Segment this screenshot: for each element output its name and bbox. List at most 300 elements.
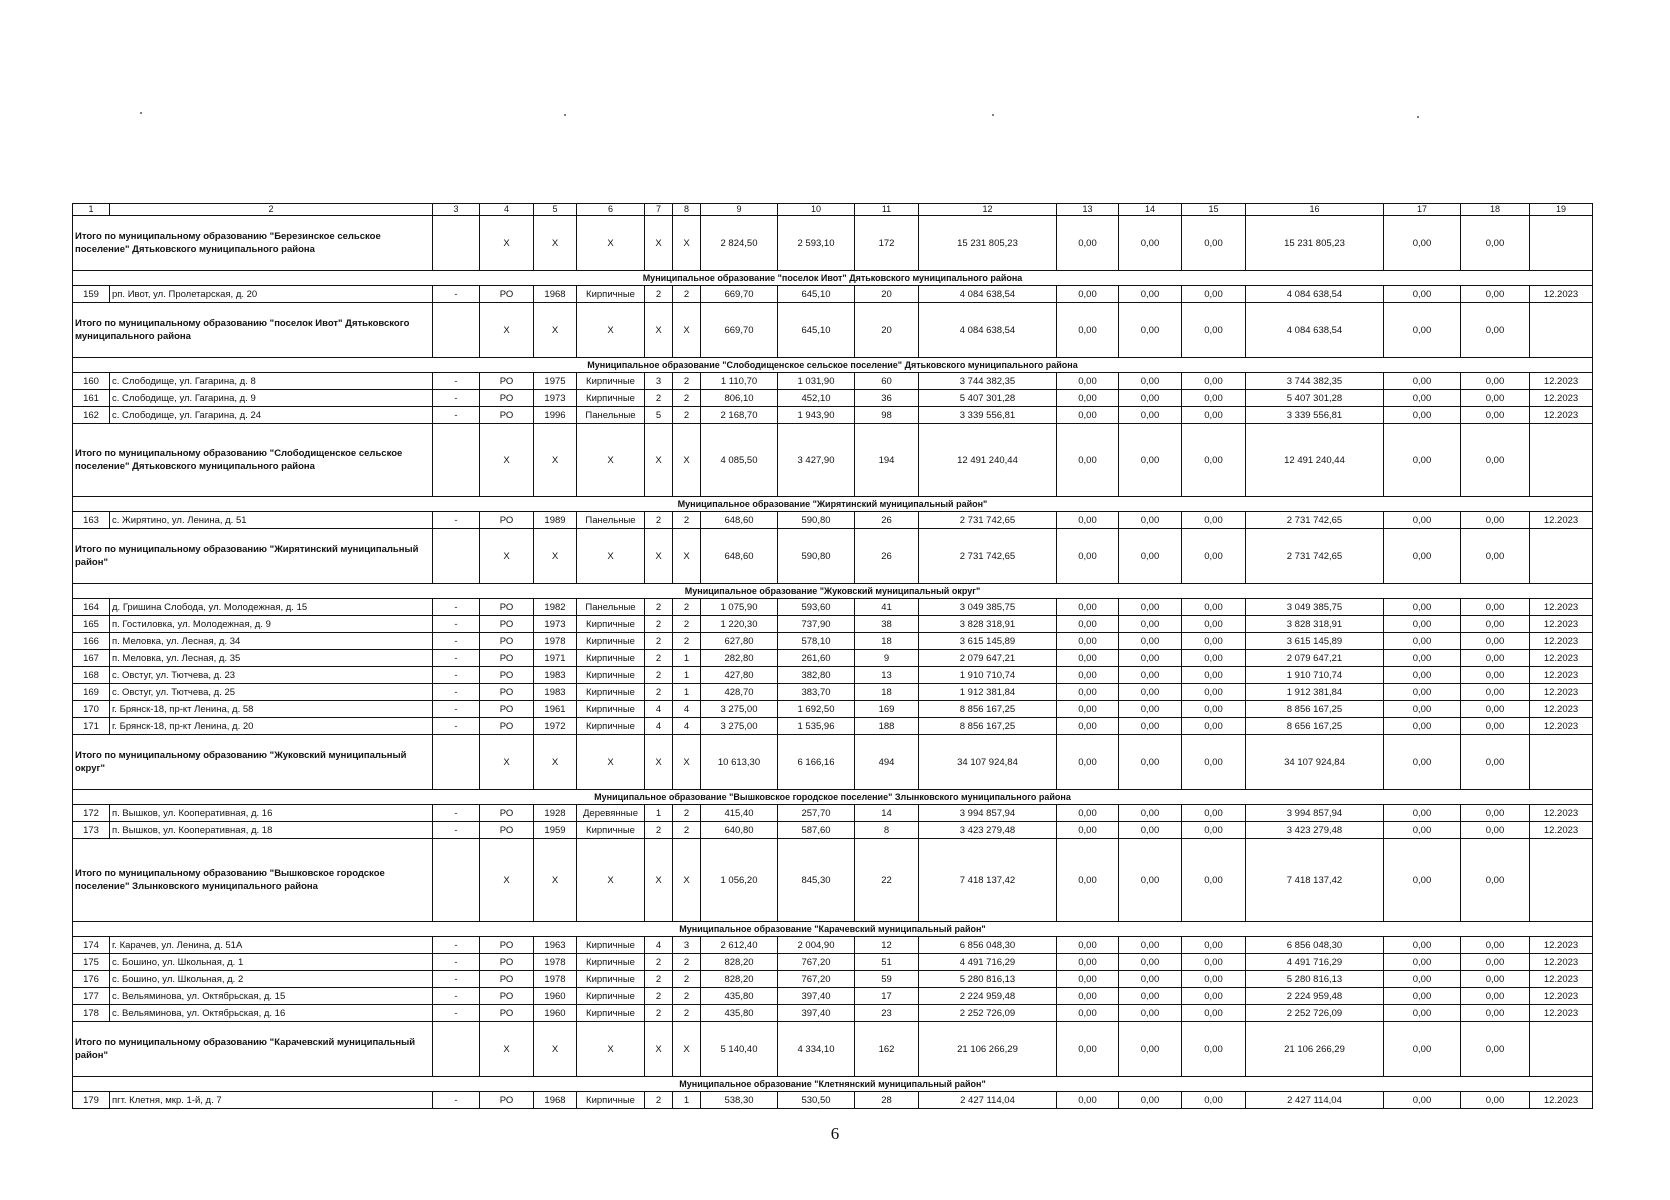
cell-c18: 0,00 xyxy=(1461,599,1530,616)
cell-c4: РО xyxy=(480,650,534,667)
cell-c18: 0,00 xyxy=(1461,954,1530,971)
cell-c3: - xyxy=(433,407,480,424)
cell-c5: 1971 xyxy=(534,650,577,667)
cell-c9: 1 075,90 xyxy=(701,599,778,616)
cell-c5: Х xyxy=(534,216,577,271)
cell-c6: Панельные xyxy=(577,512,645,529)
cell-c3 xyxy=(433,303,480,358)
cell-c16: 2 731 742,65 xyxy=(1246,529,1384,584)
cell-c7: 2 xyxy=(645,650,673,667)
section-heading-row xyxy=(73,497,1593,512)
column-number-cell: 2 xyxy=(110,204,433,216)
cell-c6: Кирпичные xyxy=(577,650,645,667)
cell-c11: 20 xyxy=(855,286,919,303)
scan-speck xyxy=(140,112,142,114)
cell-c12: 2 427 114,04 xyxy=(919,1092,1057,1109)
cell-c15: 0,00 xyxy=(1182,390,1246,407)
cell-c7: Х xyxy=(645,303,673,358)
cell-c16: 2 079 647,21 xyxy=(1246,650,1384,667)
cell-c13: 0,00 xyxy=(1057,937,1119,954)
cell-c16: 15 231 805,23 xyxy=(1246,216,1384,271)
column-number-cell: 9 xyxy=(701,204,778,216)
cell-c17: 0,00 xyxy=(1384,735,1461,790)
cell-c17: 0,00 xyxy=(1384,937,1461,954)
section-heading: Муниципальное образование "Клетнянский муниципальный район" xyxy=(73,1077,1593,1092)
table-row xyxy=(73,805,1593,822)
address: п. Вышков, ул. Кооперативная, д. 16 xyxy=(110,805,433,822)
row-number: 168 xyxy=(73,667,110,684)
cell-c18: 0,00 xyxy=(1461,407,1530,424)
cell-c4: РО xyxy=(480,805,534,822)
section-heading-row xyxy=(73,922,1593,937)
column-number-row xyxy=(73,204,1593,216)
table-row xyxy=(73,718,1593,735)
table-row xyxy=(73,407,1593,424)
cell-c18: 0,00 xyxy=(1461,718,1530,735)
row-number: 170 xyxy=(73,701,110,718)
column-number-cell: 12 xyxy=(919,204,1057,216)
cell-c8: 2 xyxy=(673,512,701,529)
subtotal-row xyxy=(73,303,1593,358)
cell-c16: 5 280 816,13 xyxy=(1246,971,1384,988)
cell-c4: РО xyxy=(480,373,534,390)
table-row xyxy=(73,633,1593,650)
cell-c13: 0,00 xyxy=(1057,529,1119,584)
cell-c3: - xyxy=(433,1005,480,1022)
cell-c3: - xyxy=(433,937,480,954)
cell-c19: 12.2023 xyxy=(1530,616,1593,633)
row-number: 178 xyxy=(73,1005,110,1022)
cell-c9: 806,10 xyxy=(701,390,778,407)
cell-c6: Кирпичные xyxy=(577,701,645,718)
cell-c19: 12.2023 xyxy=(1530,1092,1593,1109)
row-number: 176 xyxy=(73,971,110,988)
cell-c10: 2 004,90 xyxy=(778,937,855,954)
cell-c13: 0,00 xyxy=(1057,1005,1119,1022)
cell-c4: РО xyxy=(480,667,534,684)
cell-c17: 0,00 xyxy=(1384,512,1461,529)
cell-c11: 22 xyxy=(855,839,919,922)
cell-c16: 8 656 167,25 xyxy=(1246,718,1384,735)
table-row xyxy=(73,512,1593,529)
cell-c14: 0,00 xyxy=(1119,529,1182,584)
cell-c4: РО xyxy=(480,390,534,407)
section-heading: Муниципальное образование "Слободищенское сельское поселение" Дятьковского муниципального района xyxy=(73,358,1593,373)
scan-speck xyxy=(992,114,994,116)
cell-c15: 0,00 xyxy=(1182,667,1246,684)
row-number: 166 xyxy=(73,633,110,650)
cell-c14: 0,00 xyxy=(1119,424,1182,497)
cell-c18: 0,00 xyxy=(1461,373,1530,390)
cell-c19: 12.2023 xyxy=(1530,650,1593,667)
cell-c19 xyxy=(1530,839,1593,922)
cell-c9: 627,80 xyxy=(701,633,778,650)
column-number-cell: 4 xyxy=(480,204,534,216)
cell-c11: 18 xyxy=(855,633,919,650)
cell-c18: 0,00 xyxy=(1461,735,1530,790)
cell-c5: 1978 xyxy=(534,633,577,650)
cell-c18: 0,00 xyxy=(1461,988,1530,1005)
cell-c19 xyxy=(1530,303,1593,358)
cell-c5: 1996 xyxy=(534,407,577,424)
cell-c19: 12.2023 xyxy=(1530,805,1593,822)
cell-c17: 0,00 xyxy=(1384,390,1461,407)
cell-c14: 0,00 xyxy=(1119,1092,1182,1109)
cell-c18: 0,00 xyxy=(1461,701,1530,718)
cell-c13: 0,00 xyxy=(1057,424,1119,497)
cell-c5: 1968 xyxy=(534,286,577,303)
cell-c4: РО xyxy=(480,937,534,954)
table-body xyxy=(73,204,1593,1109)
cell-c13: 0,00 xyxy=(1057,805,1119,822)
cell-c13: 0,00 xyxy=(1057,718,1119,735)
cell-c14: 0,00 xyxy=(1119,805,1182,822)
cell-c13: 0,00 xyxy=(1057,373,1119,390)
cell-c19: 12.2023 xyxy=(1530,1005,1593,1022)
cell-c7: 1 xyxy=(645,805,673,822)
cell-c18: 0,00 xyxy=(1461,839,1530,922)
cell-c9: 5 140,40 xyxy=(701,1022,778,1077)
cell-c10: 382,80 xyxy=(778,667,855,684)
cell-c6: Х xyxy=(577,529,645,584)
cell-c8: 2 xyxy=(673,805,701,822)
cell-c14: 0,00 xyxy=(1119,512,1182,529)
cell-c9: 428,70 xyxy=(701,684,778,701)
table-row xyxy=(73,667,1593,684)
cell-c16: 4 084 638,54 xyxy=(1246,286,1384,303)
cell-c12: 3 994 857,94 xyxy=(919,805,1057,822)
cell-c12: 3 339 556,81 xyxy=(919,407,1057,424)
cell-c5: Х xyxy=(534,303,577,358)
cell-c12: 2 079 647,21 xyxy=(919,650,1057,667)
cell-c17: 0,00 xyxy=(1384,805,1461,822)
cell-c3 xyxy=(433,529,480,584)
cell-c15: 0,00 xyxy=(1182,424,1246,497)
cell-c9: 640,80 xyxy=(701,822,778,839)
cell-c11: 41 xyxy=(855,599,919,616)
cell-c12: 34 107 924,84 xyxy=(919,735,1057,790)
cell-c17: 0,00 xyxy=(1384,303,1461,358)
cell-c6: Кирпичные xyxy=(577,971,645,988)
cell-c15: 0,00 xyxy=(1182,529,1246,584)
cell-c10: 3 427,90 xyxy=(778,424,855,497)
cell-c19: 12.2023 xyxy=(1530,822,1593,839)
cell-c16: 1 910 710,74 xyxy=(1246,667,1384,684)
table-row xyxy=(73,822,1593,839)
cell-c15: 0,00 xyxy=(1182,937,1246,954)
cell-c12: 6 856 048,30 xyxy=(919,937,1057,954)
cell-c13: 0,00 xyxy=(1057,390,1119,407)
cell-c14: 0,00 xyxy=(1119,303,1182,358)
cell-c16: 3 828 318,91 xyxy=(1246,616,1384,633)
cell-c13: 0,00 xyxy=(1057,954,1119,971)
cell-c12: 1 912 381,84 xyxy=(919,684,1057,701)
cell-c13: 0,00 xyxy=(1057,988,1119,1005)
table-row xyxy=(73,390,1593,407)
address: с. Слободище, ул. Гагарина, д. 24 xyxy=(110,407,433,424)
section-heading: Муниципальное образование "Карачевский муниципальный район" xyxy=(73,922,1593,937)
cell-c5: 1928 xyxy=(534,805,577,822)
cell-c7: 5 xyxy=(645,407,673,424)
cell-c4: Х xyxy=(480,839,534,922)
cell-c11: 162 xyxy=(855,1022,919,1077)
address: г. Брянск-18, пр-кт Ленина, д. 20 xyxy=(110,718,433,735)
cell-c6: Кирпичные xyxy=(577,822,645,839)
cell-c19: 12.2023 xyxy=(1530,286,1593,303)
section-heading-row xyxy=(73,1077,1593,1092)
cell-c9: 648,60 xyxy=(701,512,778,529)
cell-c4: Х xyxy=(480,424,534,497)
cell-c12: 1 910 710,74 xyxy=(919,667,1057,684)
cell-c9: 669,70 xyxy=(701,303,778,358)
cell-c11: 169 xyxy=(855,701,919,718)
section-heading: Муниципальное образование "поселок Ивот" Дятьковского муниципального района xyxy=(73,271,1593,286)
cell-c18: 0,00 xyxy=(1461,937,1530,954)
cell-c17: 0,00 xyxy=(1384,373,1461,390)
page-number: 6 xyxy=(830,1124,840,1143)
cell-c6: Кирпичные xyxy=(577,633,645,650)
cell-c10: 452,10 xyxy=(778,390,855,407)
subtotal-row xyxy=(73,424,1593,497)
row-number: 169 xyxy=(73,684,110,701)
cell-c3: - xyxy=(433,390,480,407)
cell-c3 xyxy=(433,839,480,922)
cell-c13: 0,00 xyxy=(1057,701,1119,718)
cell-c3: - xyxy=(433,701,480,718)
cell-c11: 188 xyxy=(855,718,919,735)
cell-c9: 10 613,30 xyxy=(701,735,778,790)
row-number: 159 xyxy=(73,286,110,303)
cell-c11: 36 xyxy=(855,390,919,407)
cell-c19 xyxy=(1530,216,1593,271)
cell-c6: Кирпичные xyxy=(577,390,645,407)
cell-c5: 1973 xyxy=(534,390,577,407)
cell-c13: 0,00 xyxy=(1057,971,1119,988)
cell-c7: 2 xyxy=(645,971,673,988)
cell-c14: 0,00 xyxy=(1119,954,1182,971)
cell-c19 xyxy=(1530,735,1593,790)
cell-c12: 4 084 638,54 xyxy=(919,286,1057,303)
cell-c18: 0,00 xyxy=(1461,684,1530,701)
column-number-cell: 19 xyxy=(1530,204,1593,216)
cell-c10: 1 692,50 xyxy=(778,701,855,718)
cell-c14: 0,00 xyxy=(1119,667,1182,684)
cell-c11: 60 xyxy=(855,373,919,390)
cell-c3 xyxy=(433,216,480,271)
cell-c15: 0,00 xyxy=(1182,650,1246,667)
cell-c3: - xyxy=(433,954,480,971)
address: рп. Ивот, ул. Пролетарская, д. 20 xyxy=(110,286,433,303)
column-number-cell: 16 xyxy=(1246,204,1384,216)
cell-c19 xyxy=(1530,1022,1593,1077)
cell-c6: Кирпичные xyxy=(577,1005,645,1022)
cell-c12: 7 418 137,42 xyxy=(919,839,1057,922)
cell-c6: Деревянные xyxy=(577,805,645,822)
address: с. Слободище, ул. Гагарина, д. 9 xyxy=(110,390,433,407)
cell-c15: 0,00 xyxy=(1182,512,1246,529)
cell-c11: 26 xyxy=(855,512,919,529)
cell-c18: 0,00 xyxy=(1461,286,1530,303)
cell-c6: Х xyxy=(577,839,645,922)
cell-c16: 4 491 716,29 xyxy=(1246,954,1384,971)
cell-c5: 1961 xyxy=(534,701,577,718)
cell-c3 xyxy=(433,1022,480,1077)
cell-c14: 0,00 xyxy=(1119,599,1182,616)
cell-c16: 3 744 382,35 xyxy=(1246,373,1384,390)
cell-c10: 397,40 xyxy=(778,1005,855,1022)
cell-c18: 0,00 xyxy=(1461,667,1530,684)
cell-c16: 8 856 167,25 xyxy=(1246,701,1384,718)
table-row xyxy=(73,1092,1593,1109)
cell-c19: 12.2023 xyxy=(1530,684,1593,701)
cell-c3: - xyxy=(433,822,480,839)
cell-c4: Х xyxy=(480,529,534,584)
cell-c12: 3 615 145,89 xyxy=(919,633,1057,650)
cell-c4: РО xyxy=(480,954,534,971)
table-row xyxy=(73,599,1593,616)
table-row xyxy=(73,937,1593,954)
row-number: 160 xyxy=(73,373,110,390)
cell-c4: РО xyxy=(480,684,534,701)
cell-c5: 1972 xyxy=(534,718,577,735)
cell-c16: 3 423 279,48 xyxy=(1246,822,1384,839)
cell-c7: 2 xyxy=(645,684,673,701)
cell-c14: 0,00 xyxy=(1119,1022,1182,1077)
address: с. Жирятино, ул. Ленина, д. 51 xyxy=(110,512,433,529)
section-heading-row xyxy=(73,271,1593,286)
cell-c15: 0,00 xyxy=(1182,633,1246,650)
cell-c17: 0,00 xyxy=(1384,1092,1461,1109)
cell-c14: 0,00 xyxy=(1119,390,1182,407)
cell-c8: 1 xyxy=(673,667,701,684)
cell-c8: Х xyxy=(673,1022,701,1077)
subtotal-label: Итого по муниципальному образованию "Вышковское городское поселение" Злынковского муниципального района xyxy=(73,839,433,922)
cell-c18: 0,00 xyxy=(1461,650,1530,667)
row-number: 164 xyxy=(73,599,110,616)
cell-c7: Х xyxy=(645,1022,673,1077)
cell-c5: Х xyxy=(534,735,577,790)
cell-c16: 4 084 638,54 xyxy=(1246,303,1384,358)
cell-c13: 0,00 xyxy=(1057,599,1119,616)
cell-c19: 12.2023 xyxy=(1530,667,1593,684)
cell-c5: 1963 xyxy=(534,937,577,954)
cell-c9: 435,80 xyxy=(701,988,778,1005)
cell-c12: 5 280 816,13 xyxy=(919,971,1057,988)
cell-c8: 2 xyxy=(673,988,701,1005)
row-number: 167 xyxy=(73,650,110,667)
cell-c17: 0,00 xyxy=(1384,1022,1461,1077)
cell-c17: 0,00 xyxy=(1384,701,1461,718)
cell-c7: Х xyxy=(645,529,673,584)
address: с. Вельяминова, ул. Октябрьская, д. 15 xyxy=(110,988,433,1005)
cell-c6: Панельные xyxy=(577,407,645,424)
address: с. Овстуг, ул. Тютчева, д. 23 xyxy=(110,667,433,684)
cell-c13: 0,00 xyxy=(1057,684,1119,701)
cell-c9: 415,40 xyxy=(701,805,778,822)
cell-c17: 0,00 xyxy=(1384,988,1461,1005)
cell-c17: 0,00 xyxy=(1384,822,1461,839)
row-number: 162 xyxy=(73,407,110,424)
cell-c15: 0,00 xyxy=(1182,701,1246,718)
cell-c7: 4 xyxy=(645,718,673,735)
cell-c15: 0,00 xyxy=(1182,1022,1246,1077)
cell-c4: РО xyxy=(480,633,534,650)
cell-c9: 3 275,00 xyxy=(701,701,778,718)
cell-c17: 0,00 xyxy=(1384,839,1461,922)
cell-c10: 1 535,96 xyxy=(778,718,855,735)
cell-c7: 4 xyxy=(645,937,673,954)
section-heading: Муниципальное образование "Вышковское городское поселение" Злынковского муниципального района xyxy=(73,790,1593,805)
cell-c15: 0,00 xyxy=(1182,1092,1246,1109)
section-heading-row xyxy=(73,790,1593,805)
cell-c11: 20 xyxy=(855,303,919,358)
cell-c9: 2 824,50 xyxy=(701,216,778,271)
section-heading: Муниципальное образование "Жуковский муниципальный округ" xyxy=(73,584,1593,599)
cell-c12: 3 423 279,48 xyxy=(919,822,1057,839)
cell-c19: 12.2023 xyxy=(1530,512,1593,529)
cell-c12: 3 828 318,91 xyxy=(919,616,1057,633)
cell-c10: 2 593,10 xyxy=(778,216,855,271)
table-row xyxy=(73,988,1593,1005)
address: п. Вышков, ул. Кооперативная, д. 18 xyxy=(110,822,433,839)
row-number: 163 xyxy=(73,512,110,529)
cell-c17: 0,00 xyxy=(1384,684,1461,701)
subtotal-row xyxy=(73,216,1593,271)
cell-c7: 2 xyxy=(645,822,673,839)
cell-c15: 0,00 xyxy=(1182,839,1246,922)
cell-c17: 0,00 xyxy=(1384,616,1461,633)
cell-c8: Х xyxy=(673,303,701,358)
cell-c13: 0,00 xyxy=(1057,616,1119,633)
cell-c3: - xyxy=(433,805,480,822)
row-number: 179 xyxy=(73,1092,110,1109)
cell-c6: Кирпичные xyxy=(577,667,645,684)
cell-c12: 2 731 742,65 xyxy=(919,512,1057,529)
cell-c10: 845,30 xyxy=(778,839,855,922)
cell-c3: - xyxy=(433,718,480,735)
cell-c11: 12 xyxy=(855,937,919,954)
cell-c5: 1989 xyxy=(534,512,577,529)
cell-c14: 0,00 xyxy=(1119,286,1182,303)
cell-c4: РО xyxy=(480,407,534,424)
cell-c16: 7 418 137,42 xyxy=(1246,839,1384,922)
cell-c12: 12 491 240,44 xyxy=(919,424,1057,497)
cell-c10: 590,80 xyxy=(778,529,855,584)
row-number: 171 xyxy=(73,718,110,735)
cell-c3: - xyxy=(433,1092,480,1109)
cell-c16: 3 615 145,89 xyxy=(1246,633,1384,650)
cell-c9: 538,30 xyxy=(701,1092,778,1109)
cell-c10: 587,60 xyxy=(778,822,855,839)
cell-c11: 494 xyxy=(855,735,919,790)
cell-c8: Х xyxy=(673,735,701,790)
section-heading-row xyxy=(73,358,1593,373)
cell-c12: 8 856 167,25 xyxy=(919,701,1057,718)
cell-c4: РО xyxy=(480,286,534,303)
cell-c16: 21 106 266,29 xyxy=(1246,1022,1384,1077)
cell-c11: 172 xyxy=(855,216,919,271)
column-number-cell: 3 xyxy=(433,204,480,216)
cell-c18: 0,00 xyxy=(1461,633,1530,650)
cell-c15: 0,00 xyxy=(1182,822,1246,839)
cell-c4: РО xyxy=(480,971,534,988)
cell-c19 xyxy=(1530,424,1593,497)
cell-c3: - xyxy=(433,684,480,701)
cell-c15: 0,00 xyxy=(1182,684,1246,701)
cell-c5: 1959 xyxy=(534,822,577,839)
cell-c13: 0,00 xyxy=(1057,407,1119,424)
column-number-cell: 5 xyxy=(534,204,577,216)
